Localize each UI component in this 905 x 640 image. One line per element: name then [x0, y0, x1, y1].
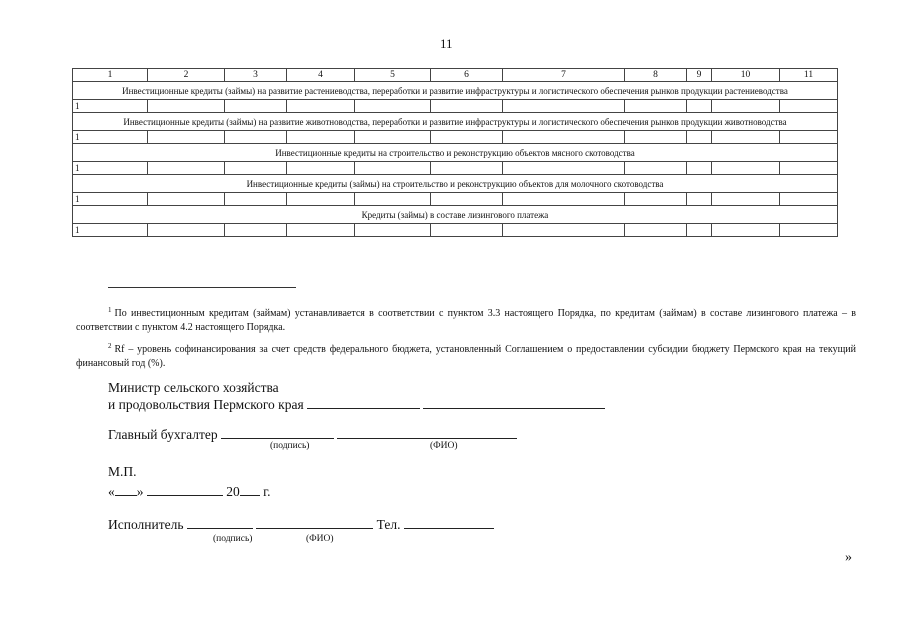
accountant-sign-field: [221, 426, 334, 439]
footnote-marker: 2: [108, 342, 112, 350]
section-heading-row: [73, 113, 838, 131]
empty-cell: [431, 224, 503, 237]
empty-cell: [503, 100, 625, 113]
column-number: 10: [712, 69, 780, 82]
empty-cell: [712, 131, 780, 144]
empty-cell: [225, 162, 287, 175]
section-heading-row: [73, 206, 838, 224]
minister-name-field: [423, 396, 605, 409]
section-heading: Инвестиционные кредиты (займы) на развитие животноводства, переработки и развитие инфраструктуры и логистического обеспечения рынков продукции животноводства: [73, 113, 838, 131]
phone-label: Тел.: [376, 517, 401, 532]
column-number: 5: [355, 69, 431, 82]
section-heading-row: [73, 82, 838, 100]
day-field: [115, 483, 137, 496]
executor-name-field: [256, 516, 373, 529]
page-number: 11: [440, 36, 453, 51]
empty-cell: [503, 224, 625, 237]
empty-cell: [431, 131, 503, 144]
table-row: [73, 162, 838, 175]
row-marker: 1: [73, 100, 148, 113]
minister-sign-field: [307, 396, 420, 409]
accountant-label: Главный бухгалтер: [108, 427, 218, 442]
empty-cell: [503, 162, 625, 175]
table-row: [73, 193, 838, 206]
section-heading-row: [73, 144, 838, 162]
column-number: 4: [287, 69, 355, 82]
column-number: 7: [503, 69, 625, 82]
empty-cell: [148, 224, 225, 237]
month-field: [147, 483, 223, 496]
executor-label: Исполнитель: [108, 517, 184, 532]
empty-cell: [687, 131, 712, 144]
empty-cell: [225, 193, 287, 206]
date-open-quote: «: [108, 484, 115, 499]
empty-cell: [355, 193, 431, 206]
executor-sign-field: [187, 516, 253, 529]
empty-cell: [503, 131, 625, 144]
column-number: 1: [73, 69, 148, 82]
empty-cell: [780, 131, 838, 144]
empty-cell: [355, 224, 431, 237]
table-row: [73, 100, 838, 113]
empty-cell: [287, 131, 355, 144]
section-heading: Инвестиционные кредиты на строительство и реконструкцию объектов мясного скотоводства: [73, 144, 838, 162]
empty-cell: [225, 100, 287, 113]
column-number: 9: [687, 69, 712, 82]
empty-cell: [780, 193, 838, 206]
empty-cell: [687, 100, 712, 113]
empty-cell: [687, 224, 712, 237]
footnote-text: Rf – уровень софинансирования за счет средств федерального бюджета, установленный Соглашением о предоставлении субсидии бюджету Пермского края на текущий финансовый год (%).: [76, 344, 856, 369]
caption-signature: (подпись): [270, 441, 310, 451]
subsidy-table: [72, 68, 838, 237]
table-row: [73, 131, 838, 144]
empty-cell: [148, 100, 225, 113]
year-field: [240, 483, 260, 496]
section-heading: Инвестиционные кредиты (займы) на строительство и реконструкцию объектов для молочного скотоводства: [73, 175, 838, 193]
year-suffix: г.: [263, 484, 271, 499]
section-heading-row: [73, 175, 838, 193]
empty-cell: [780, 100, 838, 113]
column-number: 3: [225, 69, 287, 82]
footnote-separator: [108, 287, 296, 288]
empty-cell: [712, 162, 780, 175]
year-prefix: 20: [226, 484, 240, 499]
empty-cell: [225, 131, 287, 144]
empty-cell: [287, 193, 355, 206]
section-heading: Инвестиционные кредиты (займы) на развитие растениеводства, переработки и развитие инфраструктуры и логистического обеспечения рынков продукции растениеводства: [73, 82, 838, 100]
row-marker: 1: [73, 131, 148, 144]
empty-cell: [625, 224, 687, 237]
row-marker: 1: [73, 193, 148, 206]
accountant-name-field: [337, 426, 517, 439]
minister-title-line1: Министр сельского хозяйства: [108, 380, 279, 395]
empty-cell: [687, 162, 712, 175]
empty-cell: [712, 100, 780, 113]
empty-cell: [712, 193, 780, 206]
empty-cell: [148, 131, 225, 144]
minister-title-line2: и продовольствия Пермского края: [108, 397, 304, 412]
executor-caption-signature: (подпись): [213, 534, 253, 544]
empty-cell: [712, 224, 780, 237]
caption-name: (ФИО): [430, 441, 458, 451]
empty-cell: [687, 193, 712, 206]
empty-cell: [287, 162, 355, 175]
empty-cell: [431, 100, 503, 113]
closing-quote: »: [845, 550, 852, 565]
footnote-2: [76, 339, 856, 371]
empty-cell: [148, 162, 225, 175]
empty-cell: [625, 193, 687, 206]
column-number: 11: [780, 69, 838, 82]
empty-cell: [625, 131, 687, 144]
column-number: 6: [431, 69, 503, 82]
empty-cell: [431, 162, 503, 175]
footnote-text: По инвестиционным кредитам (займам) устанавливается в соответствии с пунктом 3.3 настоящего Порядка, по кредитам (займам) в составе лизингового платежа – в соответствии с пунктом 4.2 настоящего Порядка.: [76, 308, 856, 333]
column-number: 8: [625, 69, 687, 82]
empty-cell: [780, 162, 838, 175]
empty-cell: [355, 131, 431, 144]
empty-cell: [355, 162, 431, 175]
date-close-quote: »: [136, 484, 144, 499]
empty-cell: [503, 193, 625, 206]
row-marker: 1: [73, 162, 148, 175]
empty-cell: [148, 193, 225, 206]
empty-cell: [225, 224, 287, 237]
empty-cell: [625, 100, 687, 113]
empty-cell: [355, 100, 431, 113]
empty-cell: [625, 162, 687, 175]
empty-cell: [287, 224, 355, 237]
section-heading: Кредиты (займы) в составе лизингового платежа: [73, 206, 838, 224]
date-line: [108, 483, 271, 500]
column-number-row: [73, 69, 838, 82]
empty-cell: [780, 224, 838, 237]
minister-signature-line: [108, 396, 605, 413]
executor-caption-name: (ФИО): [306, 534, 334, 544]
table-row: [73, 224, 838, 237]
phone-field: [404, 516, 494, 529]
column-number: 2: [148, 69, 225, 82]
executor-line: [108, 516, 494, 533]
empty-cell: [287, 100, 355, 113]
footnote-marker: 1: [108, 306, 112, 314]
row-marker: 1: [73, 224, 148, 237]
seal-label: М.П.: [108, 464, 137, 479]
empty-cell: [431, 193, 503, 206]
footnote-1: [76, 303, 856, 335]
